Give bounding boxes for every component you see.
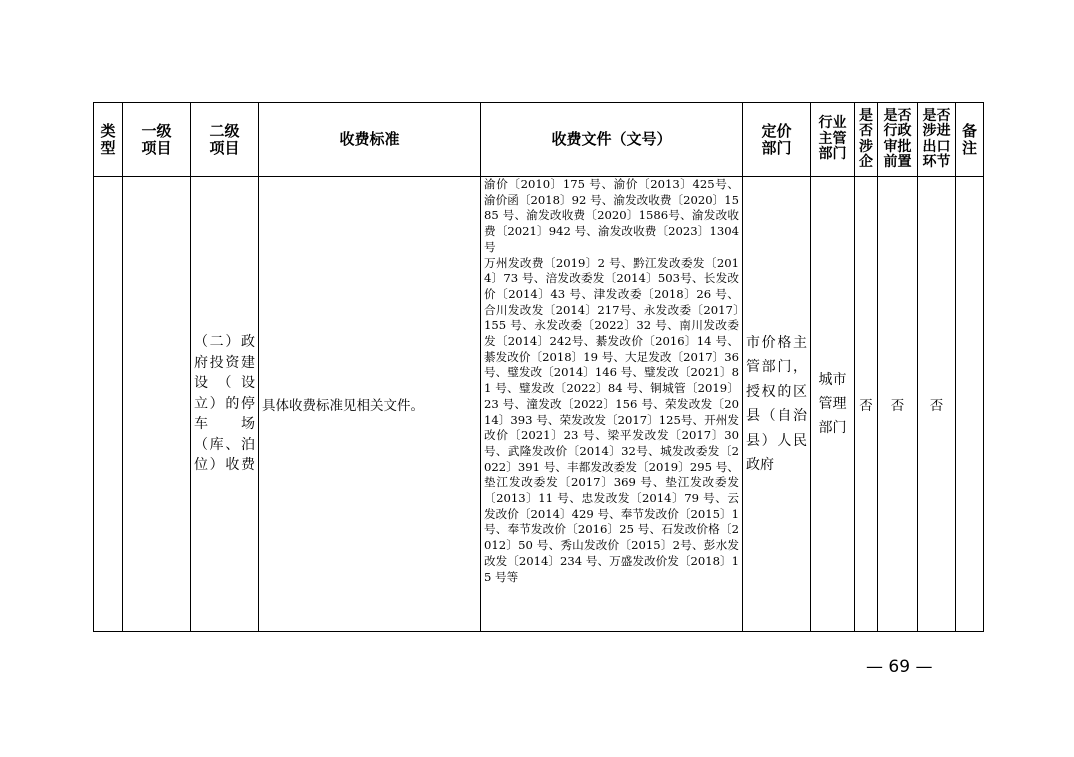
header-pricing-dept: 定价部门 [743, 103, 811, 177]
cell-level1 [123, 177, 191, 632]
table-row [94, 177, 984, 632]
header-industry-dept: 行业主管部门 [811, 103, 855, 177]
header-admin-approval: 是否行政审批前置 [878, 103, 918, 177]
header-level2: 二级项目 [191, 103, 259, 177]
cell-admin-approval: 否 [878, 177, 918, 632]
fee-table [93, 102, 984, 632]
header-category: 类型 [94, 103, 123, 177]
cell-category [94, 177, 123, 632]
header-documents: 收费文件（文号） [481, 103, 743, 177]
header-involves-enterprise: 是否涉企 [855, 103, 878, 177]
cell-pricing-dept: 市价格主管部门，授权的区县（自治县）人民政府 [743, 177, 811, 632]
table-header-row [94, 103, 984, 177]
cell-remarks [956, 177, 984, 632]
cell-documents: 渝价〔2010〕175 号、渝价〔2013〕425号、渝价函〔2018〕92 号、渝发改收费〔2020〕1585 号、渝发改收费〔2020〕1586号、渝发改收费〔2021〕942 号、渝发改收费〔2023〕1304 号 万州发改费〔2019〕2 号、黔江发改委发〔2014〕73 号、涪发改委发〔2014〕503号、长发改价〔2014〕43 号、津发改委〔2018〕26 号、合川发改发〔2014〕217号、永发改委〔2017〕155 号、永发改委〔2022〕32 号、南川发改委发〔2014〕242号、綦发改价〔2016〕14 号、綦发改价〔2018〕19 号、大足发改〔2017〕36 号、璧发改〔2014〕146 号、璧发改〔2021〕81 号、璧发改〔2022〕84 号、铜城管〔2019〕23 号、潼发改〔2022〕156 号、荣发改发〔2014〕393 号、荣发改发〔2017〕125号、开州发改价〔2021〕23 号、梁平发改发〔2017〕30 号、武隆发改价〔2014〕32号、城发改委发〔2022〕391 号、丰都发改委发〔2019〕295 号、垫江发改委发〔2017〕369 号、垫江发改委发〔2013〕11 号、忠发改发〔2014〕79 号、云发改价〔2014〕429 号、奉节发改价〔2015〕1号、奉节发改价〔2016〕25 号、石发改价格〔2012〕50 号、秀山发改价〔2015〕2号、彭水发改发〔2014〕234 号、万盛发改价发〔2018〕15 号等 [481, 177, 743, 632]
cell-level2: （二）政府投资建设（设立）的停车场（库、泊位）收费 [191, 177, 259, 632]
cell-standard: 具体收费标准见相关文件。 [259, 177, 481, 632]
header-import-export: 是否涉进出口环节 [918, 103, 956, 177]
header-level1: 一级项目 [123, 103, 191, 177]
cell-import-export: 否 [918, 177, 956, 632]
cell-industry-dept: 城市管理部门 [811, 177, 855, 632]
page-number: — 69 — [866, 657, 933, 677]
header-remarks: 备注 [956, 103, 984, 177]
cell-involves-enterprise: 否 [855, 177, 878, 632]
header-standard: 收费标准 [259, 103, 481, 177]
